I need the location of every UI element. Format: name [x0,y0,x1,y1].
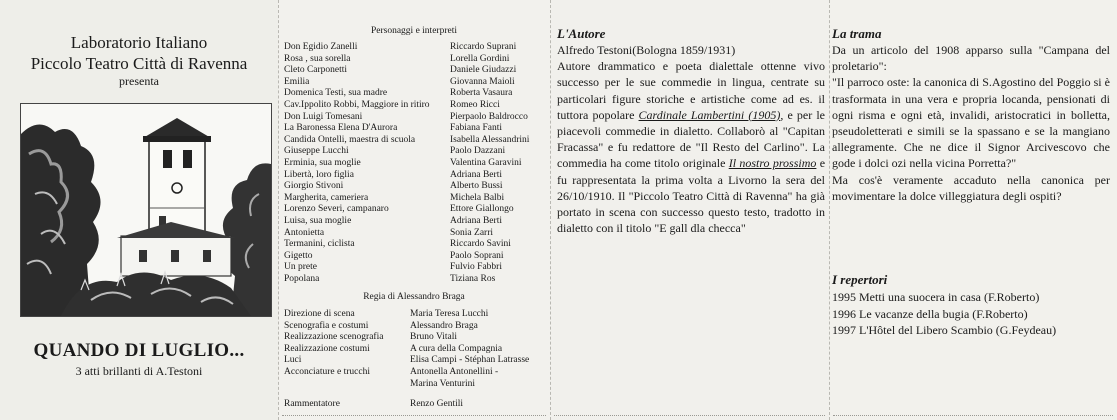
cast-role: La Baronessa Elena D'Aurora [284,123,398,134]
cast-actor: Alberto Bussi [450,181,503,192]
crew-name: Maria Teresa Lucchi [410,309,489,319]
plot-text [832,42,1110,204]
crew-role [284,379,383,391]
cast-role: Cleto Carponetti [284,65,348,76]
repertoire-list [832,289,1056,339]
crew-name: Elisa Campi - Stéphan Latrasse [410,355,530,366]
crew-roles [284,309,383,411]
cast-role: Giuseppe Lucchi [284,146,349,157]
cast-actor: Tiziana Ros [450,273,496,284]
crew-name: Renzo Gentili [410,399,464,410]
cast-role: Cav.Ippolito Robbi, Maggiore in ritiro [284,99,430,110]
cast-actor: Fulvio Fabbri [450,262,502,273]
author-bio-part: , e per le piacevoli commedie in dialetto. Collaborò al "Capitan Fracassa" e fu redattore de "Il Resto del Carlino". La commedia ha come titolo originale [557,107,826,171]
crew-name: A cura della Compagnia [410,343,503,354]
cast-actor: Daniele Giudazzi [450,65,517,76]
presents-label: presenta [119,74,159,88]
cast-role: Lorenzo Severi, campanaro [284,204,389,215]
crew-role: Realizzazione scenografia [284,332,384,343]
cast-role: Luisa, sua moglie [284,215,352,226]
crew-name: Alessandro Braga [410,320,478,331]
bell-tower-drawing [21,104,271,316]
cast-role: Domenica Testi, sua madre [284,88,388,99]
cast-actor: Sonia Zarri [450,227,494,238]
cast-actor: Paolo Dazzani [450,146,506,157]
crew-role: Rammentatore [284,399,340,410]
cast-role: Margherita, cameriera [284,192,369,203]
cast-actor: Paolo Soprani [450,250,504,261]
cast-role: Erminia, sua moglie [284,157,361,168]
show-title: QUANDO DI LUGLIO... [33,340,245,361]
fold-line [550,0,551,420]
cast-actor: Adriana Berti [450,215,502,226]
crew-names [410,309,529,411]
cast-actor: Valentina Garavini [450,157,522,168]
crew-role: Realizzazione costumi [284,343,370,354]
cast-actor: Riccardo Savini [450,239,511,250]
plot-question: Ma cos'è veramente accaduto nella canonica per movimentare la dolce villeggiatura degli ospiti? [832,172,1110,203]
divider [282,415,546,416]
cast-actor: Pierpaolo Baldrocco [450,111,528,122]
cast-actor: Ettore Giallongo [450,204,514,215]
cast-actor: Isabella Alessandrini [450,134,530,145]
crew-name: Marina Venturini [410,378,475,389]
crew-role: Direzione di scena [284,309,355,319]
crew-role: Scenografia e costumi [284,320,369,331]
fold-line [278,0,279,420]
cast-role: Un prete [284,262,317,273]
author-biography [557,58,825,236]
cast-role: Antonietta [284,227,325,238]
crew-role: Luci [284,355,302,366]
repertoire-item: 1996 Le vacanze della bugia (F.Roberto) [832,306,1028,321]
plot-panel [829,0,1117,420]
author-heading: L'Autore [557,26,606,41]
fold-line [829,0,830,420]
cast-heading: Personaggi e interpreti [370,26,457,36]
cast-actor: Lorella Gordini [450,53,510,64]
plot-intro: Da un articolo del 1908 apparso sulla "Campana del proletario": [832,43,1110,74]
cast-role: Don Luigi Tomesani [284,111,363,122]
company-name-line2: Piccolo Teatro Città di Ravenna [30,54,248,73]
repertoire-item: 1995 Metti una suocera in casa (F.Roberto) [832,290,1040,304]
cast-role: Popolana [284,273,320,284]
cast-actors [450,42,529,285]
cast-actor: Riccardo Suprani [450,42,517,52]
cast-actor: Adriana Berti [450,169,502,180]
cardinale-lambertini-link: Cardinale Lambertini (1905) [638,107,781,122]
show-subtitle: 3 atti brillanti di A.Testoni [75,364,203,378]
cast-actor: Michela Balbi [450,192,505,203]
cast-role: Termanini, ciclista [284,239,355,250]
cast-actor: Giovanna Maioli [450,76,515,87]
cast-role: Candida Ontelli, maestra di scuola [284,134,416,145]
direction-heading: Regia di Alessandro Braga [363,292,465,302]
cast-actor: Fabiana Fanti [450,123,502,134]
cast-role: Giorgio Stivoni [284,181,344,192]
author-bio-part: Autore drammatico e poeta dialettale ottenne vivo successo per le sue commedie in lingua, centrate su particolari figure storiche e artistiche come ad es. il tuttora popolare [557,59,825,122]
repertoire-item: 1997 L'Hôtel del Libero Scambio (G.Feydeau) [832,323,1057,337]
company-name-line1: Laboratorio Italiano [70,33,208,52]
author-name-line: Alfredo Testoni(Bologna 1859/1931) [557,43,736,57]
cast-roles [284,42,430,285]
repertoire-heading: I repertori [832,272,888,287]
cast-panel [278,0,550,420]
cast-role: Don Egidio Zanelli [284,42,358,52]
divider [833,415,1113,416]
crew-role: Acconciature e trucchi [284,366,370,377]
cast-role: Emilia [284,76,310,87]
cast-actor: Roberta Vasaura [450,88,513,99]
author-panel [550,0,829,420]
divider [554,415,825,416]
cast-role: Gigetto [284,250,313,261]
author-text [557,42,825,236]
cast-actor: Romeo Ricci [450,99,500,110]
bell-tower-illustration [20,103,272,317]
cast-role: Rosa , sua sorella [284,53,351,64]
cover-panel [0,0,278,420]
cast-role: Libertà, loro figlia [284,169,354,180]
plot-quote: "Il parroco oste: la canonica di S.Agostino del Poggio si è trasformata in una vera e propria locanda, pensionati di ogni risma e ogni età, invalidi, aristocratici in bolletta, pseudoletterati e simili se la spassano e se la mangiano allegramente. Che ne dice il Signor Arcivescovo che gode i dolci ozi nella vicina Porretta?" [832,75,1110,171]
crew-name: Bruno Vitali [410,332,458,343]
author-bio-part: e fu rappresentata la prima volta a Livorno la sera del 26/10/1910. Il "Piccolo Teatro Città di Ravenna" ha già portato in scena con successo questo testo, tradotto in dialetto con il titolo "E gall dla checca" [557,156,826,236]
crew-name: Antonella Antonellini - [410,366,499,377]
plot-heading: La trama [832,26,882,41]
nostro-prossimo-link: Il nostro prossimo [728,156,817,171]
